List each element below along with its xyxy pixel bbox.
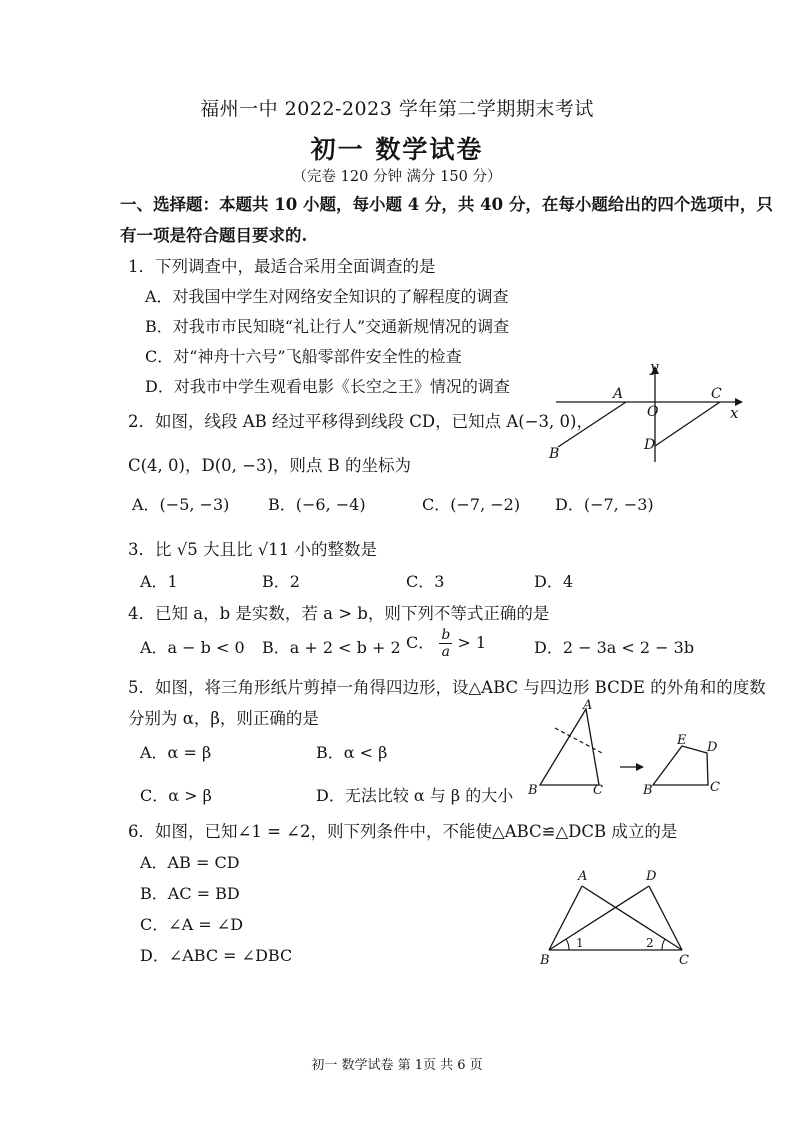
q4-option-c-letter: C． [406,633,435,652]
q3-option-c: C．3 [406,572,445,591]
q3-option-b: B．2 [262,572,300,591]
fraction-denominator: a [441,644,450,660]
q2-coordinate-figure [540,362,750,467]
q1-stem: 1．下列调查中，最适合采用全面调查的是 [128,257,436,276]
label-y: y [650,362,659,376]
label-c: C [593,783,603,798]
fraction-b-over-a [439,627,452,660]
fraction-numerator: b [441,627,451,643]
q2-option-c: C．(−7, −2) [422,495,521,514]
label-b: B [528,783,538,798]
label-e: E [677,733,687,748]
label-origin: O [647,404,659,420]
section-heading-line2: 有一项是符合题目要求的. [120,226,308,245]
segment-ac [582,886,682,950]
q6-option-a: A．AB = CD [140,853,240,872]
time-score-note: （完卷 120 分钟 满分 150 分） [292,169,502,185]
segment-cd [655,402,720,446]
quadrilateral-bcde [653,746,708,785]
q5-option-d: D．无法比较 α 与 β 的大小 [316,786,514,805]
school-exam-title: 福州一中 2022-2023 学年第二学期期末考试 [200,98,594,120]
q2-option-a: A．(−5, −3) [132,495,230,514]
segment-ab [558,402,626,447]
section-heading-line1: 一、选择题：本题共 10 小题，每小题 4 分，共 40 分，在每小题给出的四个选项中，只 [120,195,773,214]
q5-option-b: B．α < β [316,743,388,762]
q5-option-a: A．α = β [140,743,212,762]
label-c2: C [710,780,720,795]
q2-stem-line2: C(4, 0)，D(0, −3)，则点 B 的坐标为 [128,456,412,475]
q4-option-c [406,627,486,660]
q6-stem: 6．如图，已知∠1 = ∠2，则下列条件中，不能使△ABC≌△DCB 成立的是 [128,822,678,841]
triangle-abc [540,709,599,785]
q3-option-d: D．4 [534,572,574,591]
label-x: x [730,404,739,422]
page-footer: 初一 数学试卷 第 1页 共 6 页 [311,1058,483,1073]
q5-option-c: C．α > β [140,786,212,805]
segment-dc [649,886,682,950]
label-b: B [540,953,550,968]
q5-stem-line2: 分别为 α，β，则正确的是 [128,709,319,728]
q5-triangle-cut-figure [522,695,732,805]
q2-option-b: B．(−6, −4) [268,495,366,514]
label-b: B [549,446,560,462]
q1-option-c: C．对“神舟十六号”飞船零部件安全性的检查 [145,347,462,366]
q1-option-b: B．对我市市民知晓“礼让行人”交通新规情况的调查 [145,317,510,336]
paper-title: 初一 数学试卷 [310,135,484,164]
label-d: D [707,740,718,755]
label-d: D [644,437,656,453]
angle-2-arc [662,939,665,950]
q4-stem: 4．已知 a，b 是实数，若 a > b，则下列不等式正确的是 [128,604,550,623]
label-a: A [583,698,593,713]
label-c: C [711,386,722,402]
q1-option-d: D．对我市中学生观看电影《长空之王》情况的调查 [145,377,510,396]
q2-option-d: D．(−7, −3) [555,495,654,514]
q6-congruent-triangles-figure [536,868,701,973]
q2-stem-line1: 2．如图，线段 AB 经过平移得到线段 CD，已知点 A(−3, 0)， [128,412,593,431]
q1-option-a: A．对我国中学生对网络安全知识的了解程度的调查 [145,287,509,306]
label-d: D [646,869,657,884]
q3-option-a: A．1 [140,572,178,591]
q6-option-b: B．AC = BD [140,884,240,903]
label-a: A [613,386,624,402]
q6-option-d: D．∠ABC = ∠DBC [140,946,293,965]
label-b2: B [643,783,653,798]
q3-stem: 3．比 √5 大且比 √11 小的整数是 [128,540,377,559]
label-angle-1: 1 [576,936,584,950]
segment-bd [549,886,649,950]
angle-1-arc [566,939,569,950]
q4-option-d: D．2 − 3a < 2 − 3b [534,638,695,657]
q4-option-a: A．a − b < 0 [140,638,245,657]
label-angle-2: 2 [646,936,654,950]
q5-stem-line1: 5．如图，将三角形纸片剪掉一角得四边形，设△ABC 与四边形 BCDE 的外角和的度数 [128,678,766,697]
arrow-head [636,763,644,771]
q4-option-b: B．a + 2 < b + 2 [262,638,401,657]
q4-option-c-rest: > 1 [457,633,487,652]
label-a: A [578,869,588,884]
q6-option-c: C．∠A = ∠D [140,915,244,934]
label-c: C [679,953,689,968]
